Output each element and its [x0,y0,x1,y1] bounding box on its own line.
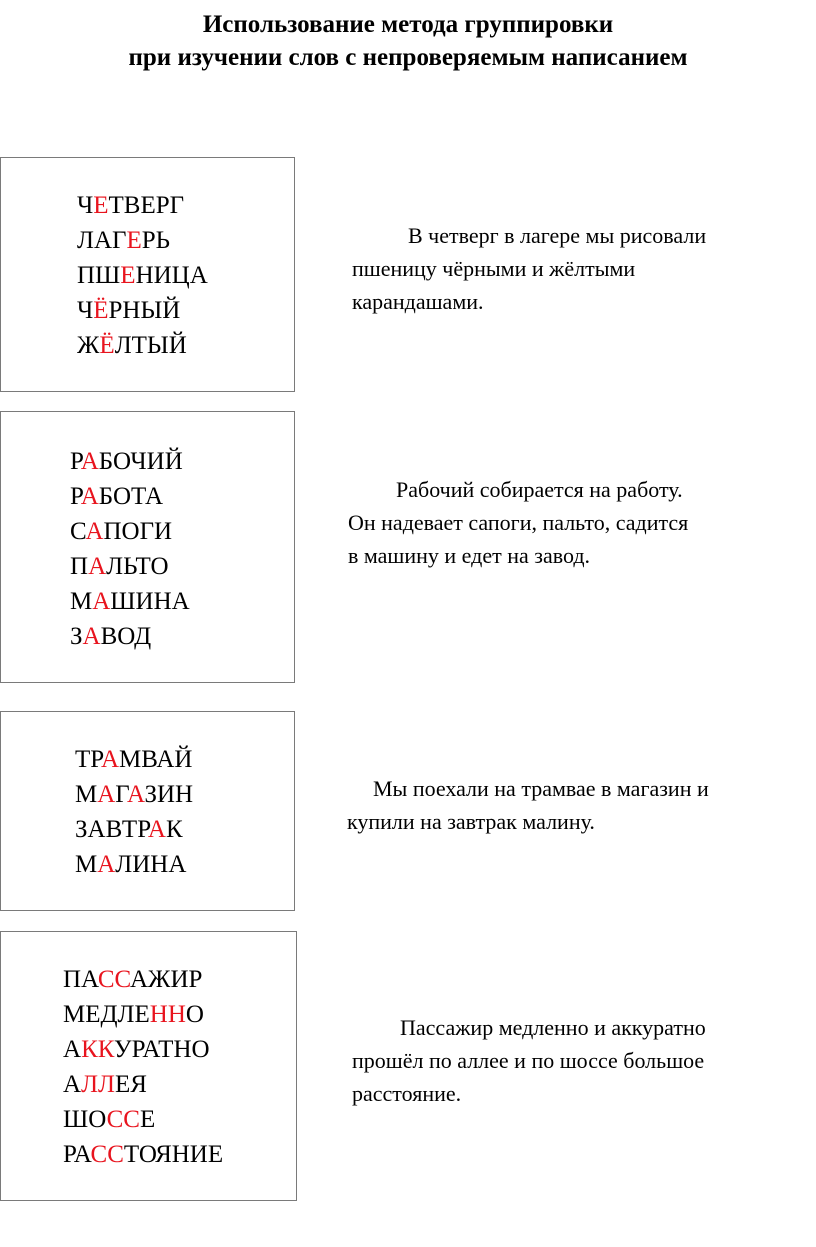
word-item [75,847,193,882]
sentence-line: В четверг в лагере мы рисовали [408,223,707,248]
word-part: ТВЕРГ [108,192,185,219]
word-item [70,619,190,654]
word-item [77,328,208,363]
word-part: УРАТНО [113,1036,210,1063]
word-part: А [63,1071,82,1098]
word-item [63,1137,223,1172]
word-part: АЖИР [129,966,203,993]
word-part: Ч [77,297,94,324]
highlighted-letters: А [100,746,120,773]
highlighted-letters: Е [120,262,136,289]
word-item [77,188,208,223]
word-item [63,1102,223,1137]
highlighted-letters: А [85,518,104,545]
highlighted-letters: Ё [93,297,109,324]
word-part: Ч [77,192,94,219]
word-item [75,777,193,812]
word-part: Г [115,781,128,808]
sentence-line: пшеницу чёрными и жёлтыми [352,256,636,281]
highlighted-letters: СС [90,1141,124,1168]
word-part: ЗАВТР [75,816,148,843]
sentence-4 [352,1011,706,1110]
word-part: М [70,588,93,615]
word-list-2 [70,444,190,654]
highlighted-letters: Ё [99,332,115,359]
sentence-1 [352,219,706,318]
word-part: РА [63,1141,91,1168]
word-list-3 [75,742,193,882]
sentence-line: Рабочий собирается на работу. [396,477,683,502]
word-part: НИЦА [135,262,208,289]
sentence-line: Мы поехали на трамвае в магазин и [373,776,709,801]
word-item [75,812,193,847]
word-part: МЕДЛЕ [63,1001,150,1028]
word-item [77,293,208,328]
word-part: РНЫЙ [108,297,181,324]
sentence-line: в машину и едет на завод. [348,543,591,568]
word-part: З [70,623,83,650]
sentence-2 [348,473,688,572]
word-part: ПОГИ [103,518,173,545]
highlighted-letters: А [82,623,101,650]
word-part: ЛТЫЙ [114,332,187,359]
word-list-4 [63,962,223,1172]
sentence-line: карандашами. [352,289,484,314]
word-part: ЛЬТО [106,553,169,580]
sentence-line: расстояние. [352,1081,462,1106]
word-part: К [165,816,183,843]
word-part: М [75,851,98,878]
word-item [63,1067,223,1102]
word-part: МВАЙ [119,746,193,773]
word-part: ВОД [100,623,152,650]
highlighted-letters: А [80,448,99,475]
page-title [0,8,816,74]
word-part: ТОЯНИЕ [123,1141,224,1168]
word-item [63,997,223,1032]
title-line-2: при изучении слов с непроверяемым написанием [128,44,688,71]
sentence-line: купили на завтрак малину. [347,809,595,834]
highlighted-letters: А [80,483,99,510]
word-item [77,258,208,293]
sentence-line: прошёл по аллее и по шоссе большое [352,1048,705,1073]
highlighted-letters: СС [97,966,130,993]
word-list-1 [77,188,208,363]
highlighted-letters: КК [81,1036,114,1063]
word-part: РЬ [141,227,171,254]
word-part: ПА [63,966,98,993]
word-part: ШИНА [110,588,190,615]
sentence-3 [347,772,709,838]
title-line-1: Использование метода группировки [202,11,614,38]
word-item [70,479,190,514]
word-part: С [70,518,86,545]
word-part: О [185,1001,204,1028]
word-part: БОЧИЙ [98,448,183,475]
word-part: ЛИНА [115,851,187,878]
word-item [63,1032,223,1067]
word-part: М [75,781,98,808]
word-item [70,549,190,584]
highlighted-letters: Е [126,227,142,254]
word-item [77,223,208,258]
word-part: ТР [75,746,101,773]
word-part: ШО [63,1106,107,1133]
word-item [63,962,223,997]
word-item [70,444,190,479]
highlighted-letters: А [92,588,111,615]
highlighted-letters: А [97,781,116,808]
highlighted-letters: А [97,851,116,878]
highlighted-letters: Е [93,192,109,219]
word-part: ЛАГ [77,227,127,254]
highlighted-letters: А [147,816,166,843]
word-part: Ж [77,332,100,359]
word-part: БОТА [98,483,164,510]
word-item [70,514,190,549]
word-part: П [70,553,89,580]
highlighted-letters: А [127,781,145,808]
word-part: Р [70,483,81,510]
highlighted-letters: ЛЛ [81,1071,115,1098]
highlighted-letters: А [88,553,107,580]
sentence-line: Пассажир медленно и аккуратно [400,1015,706,1040]
word-part: Е [139,1106,156,1133]
word-item [70,584,190,619]
highlighted-letters: НН [149,1001,186,1028]
word-part: ЗИН [144,781,194,808]
word-part: ЕЯ [114,1071,147,1098]
sentence-line: Он надевает сапоги, пальто, садится [348,510,689,535]
word-part: А [63,1036,82,1063]
word-part: ПШ [77,262,121,289]
word-part: Р [70,448,81,475]
highlighted-letters: СС [106,1106,140,1133]
word-item [75,742,193,777]
